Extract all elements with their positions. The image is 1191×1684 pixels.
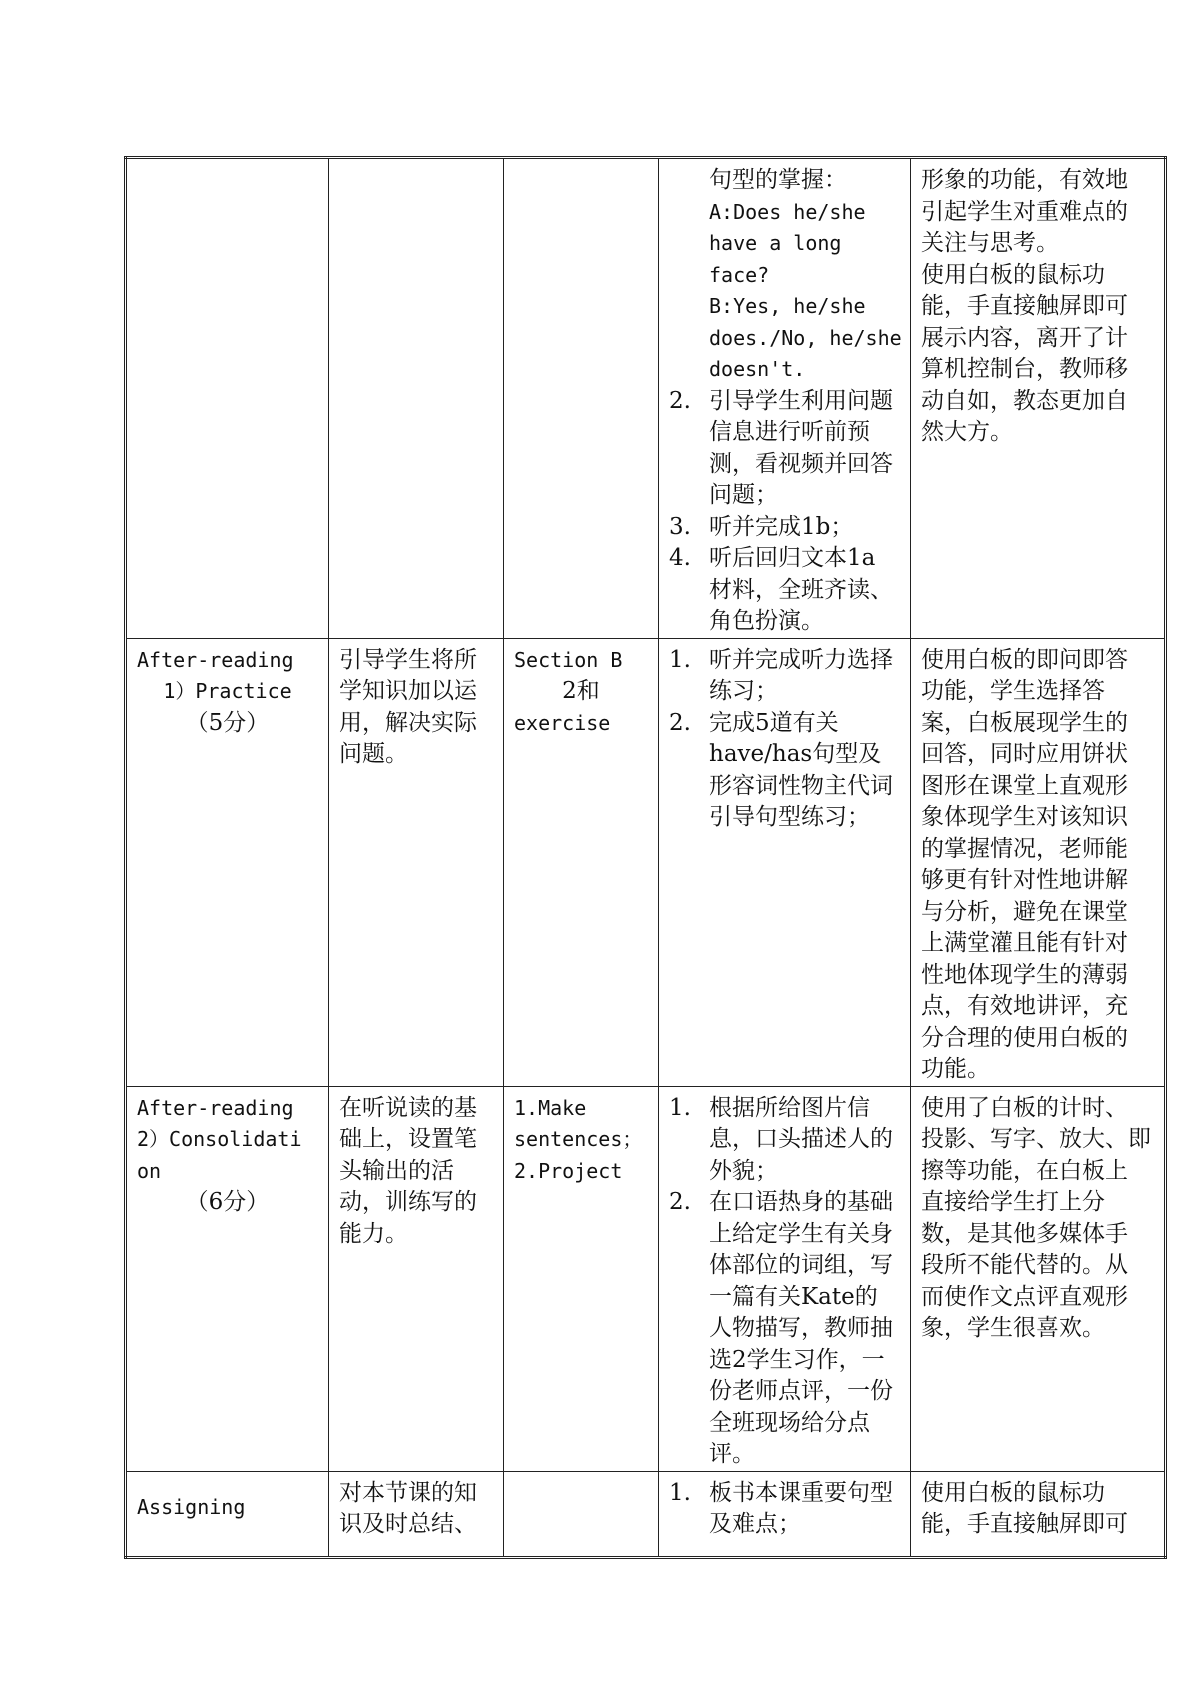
stage-cell [126,1471,329,1557]
step-line: 根据所给图片信 [709,1094,870,1121]
function-line: 象，学生很喜欢。 [921,1315,1105,1341]
activity-step [669,645,900,708]
function-line: 然大方。 [921,419,1013,445]
activity-step [669,1093,900,1188]
step-line: 完成5道有关 [709,709,839,736]
content-cell [504,1086,659,1471]
content-line: Section B [514,647,623,672]
function-line: 擦等功能，在白板上 [921,1157,1128,1184]
step-line: 问题； [709,482,778,508]
goal-line: 动，训练写的 [339,1189,477,1215]
activity-line: doesn't. [709,357,806,381]
function-cell [911,1086,1166,1471]
goal-line: 能力。 [339,1220,408,1247]
goal-cell [329,1471,504,1557]
stage-line: After-reading [137,647,294,672]
function-line: 使用白板的鼠标功 [921,261,1105,288]
function-line: 使用白板的即问即答 [921,646,1128,673]
step-line: have/has句型及 [709,741,882,767]
activity-cell [659,1471,911,1557]
table-row [126,1086,1166,1471]
step-number: 2. [669,387,691,414]
goal-line: 用，解决实际 [339,709,477,736]
content-line: 2.Project [514,1158,623,1183]
step-line: 及难点； [709,1511,801,1537]
stage-line: （5分） [185,709,270,736]
step-line: 信息进行听前预 [709,419,870,445]
step-line: 听并完成1b； [709,513,854,540]
step-line: 形容词性物主代词 [709,772,893,799]
goal-line: 头输出的活 [339,1157,454,1184]
content-line: sentences； [514,1127,643,1151]
stage-line: Assigning [137,1494,246,1519]
function-line: 数，是其他多媒体手 [921,1220,1128,1247]
stage-cell [126,638,329,1086]
function-line: 段所不能代替的。从 [921,1252,1128,1278]
function-line: 使用了白板的计时、 [921,1094,1128,1121]
step-line: 外貌； [709,1157,778,1184]
activity-step [669,386,900,512]
function-line: 而使作文点评直观形 [921,1283,1128,1310]
function-line: 点，有效地讲评，充 [921,993,1128,1019]
activity-cell [659,158,911,639]
content-line: 1.Make [514,1095,587,1120]
step-line: 听后回归文本1a [709,545,876,571]
activity-step [669,1478,900,1541]
function-line: 功能。 [921,1056,990,1082]
step-line: 练习； [709,678,778,704]
content-line: exercise [514,710,611,735]
activity-line: face? [709,262,770,287]
function-line: 案，白板展现学生的 [921,709,1128,736]
step-line: 材料，全班齐读、 [709,576,893,603]
function-cell [911,158,1166,639]
function-line: 能，手直接触屏即可 [921,293,1128,319]
function-line: 直接给学生打上分 [921,1189,1105,1215]
function-cell [911,638,1166,1086]
step-line: 测，看视频并回答 [709,450,893,477]
function-line: 分合理的使用白板的 [921,1024,1128,1051]
step-line: 全班现场给分点 [709,1409,870,1436]
goal-cell [329,638,504,1086]
function-line: 引起学生对重难点的 [921,198,1128,225]
stage-cell [126,1086,329,1471]
step-line: 在口语热身的基础 [709,1189,893,1215]
table-row [126,158,1166,639]
function-line: 与分析，避免在课堂 [921,898,1128,925]
step-line: 评。 [709,1441,755,1467]
goal-cell [329,1086,504,1471]
activity-step [669,708,900,834]
table-row [126,638,1166,1086]
function-line: 使用白板的鼠标功 [921,1479,1105,1506]
step-line: 板书本课重要句型 [709,1479,893,1506]
goal-line: 学知识加以运 [339,678,477,704]
step-number: 1. [669,1479,691,1506]
activity-line: have a long [709,231,842,255]
function-line: 算机控制台，教师移 [921,356,1128,382]
goal-line: 在听说读的基 [339,1094,477,1121]
goal-line: 础上，设置笔 [339,1126,477,1152]
lesson-plan-table [124,156,1167,1559]
step-line: 体部位的词组，写 [709,1252,893,1278]
goal-line: 问题。 [339,741,408,767]
step-line: 一篇有关Kate的 [709,1283,878,1310]
function-line: 图形在课堂上直观形 [921,772,1128,799]
step-line: 上给定学生有关身 [709,1220,893,1247]
step-number: 2. [669,709,691,736]
stage-line: （6分） [185,1189,270,1215]
function-line: 展示内容，离开了计 [921,324,1128,351]
function-line: 象体现学生对该知识 [921,804,1128,830]
activity-line: B:Yes, he/she [709,294,866,318]
activity-line: does./No, he/she [709,325,902,350]
content-line: 2和 [562,678,600,704]
activity-step [669,1187,900,1471]
step-number: 1. [669,1094,691,1121]
step-line: 选2学生习作，一 [709,1346,885,1373]
step-number: 1. [669,646,691,673]
function-line: 回答，同时应用饼状 [921,741,1128,767]
step-line: 角色扮演。 [709,608,824,634]
content-cell [504,1471,659,1557]
step-line: 引导学生利用问题 [709,387,893,414]
goal-line: 引导学生将所 [339,646,477,673]
stage-line: on [137,1158,162,1183]
function-line: 形象的功能，有效地 [921,167,1128,193]
function-line: 关注与思考。 [921,230,1059,256]
activity-line: 句型的掌握： [709,167,847,193]
stage-line: 2）Consolidati [137,1127,302,1151]
function-cell [911,1471,1166,1557]
function-line: 够更有针对性地讲解 [921,867,1128,893]
activity-step [669,512,900,544]
stage-line: After-reading [137,1095,294,1120]
table-row [126,1471,1166,1557]
step-line: 份老师点评，一份 [709,1378,893,1404]
stage-line: 1）Practice [163,679,292,703]
activity-step [669,543,900,638]
step-number: 3. [669,513,691,540]
step-line: 息，口头描述人的 [709,1126,893,1152]
activity-cell [659,1086,911,1471]
function-line: 功能，学生选择答 [921,678,1105,704]
function-line: 投影、写字、放大、即 [921,1126,1151,1152]
step-line: 听并完成听力选择 [709,646,893,673]
function-line: 性地体现学生的薄弱 [921,961,1128,988]
activity-line: A:Does he/she [709,199,866,224]
step-line: 引导句型练习； [709,804,870,830]
goal-line: 识及时总结、 [339,1511,477,1537]
activity-cell [659,638,911,1086]
goal-cell [329,158,504,639]
goal-line: 对本节课的知 [339,1479,477,1506]
function-line: 上满堂灌且能有针对 [921,930,1128,956]
function-line: 动自如，教态更加自 [921,387,1128,414]
step-line: 人物描写，教师抽 [709,1315,893,1341]
step-number: 2. [669,1189,691,1215]
function-line: 的掌握情况，老师能 [921,835,1128,862]
content-cell [504,158,659,639]
stage-cell [126,158,329,639]
function-line: 能，手直接触屏即可 [921,1511,1128,1537]
content-cell [504,638,659,1086]
step-number: 4. [669,545,691,571]
